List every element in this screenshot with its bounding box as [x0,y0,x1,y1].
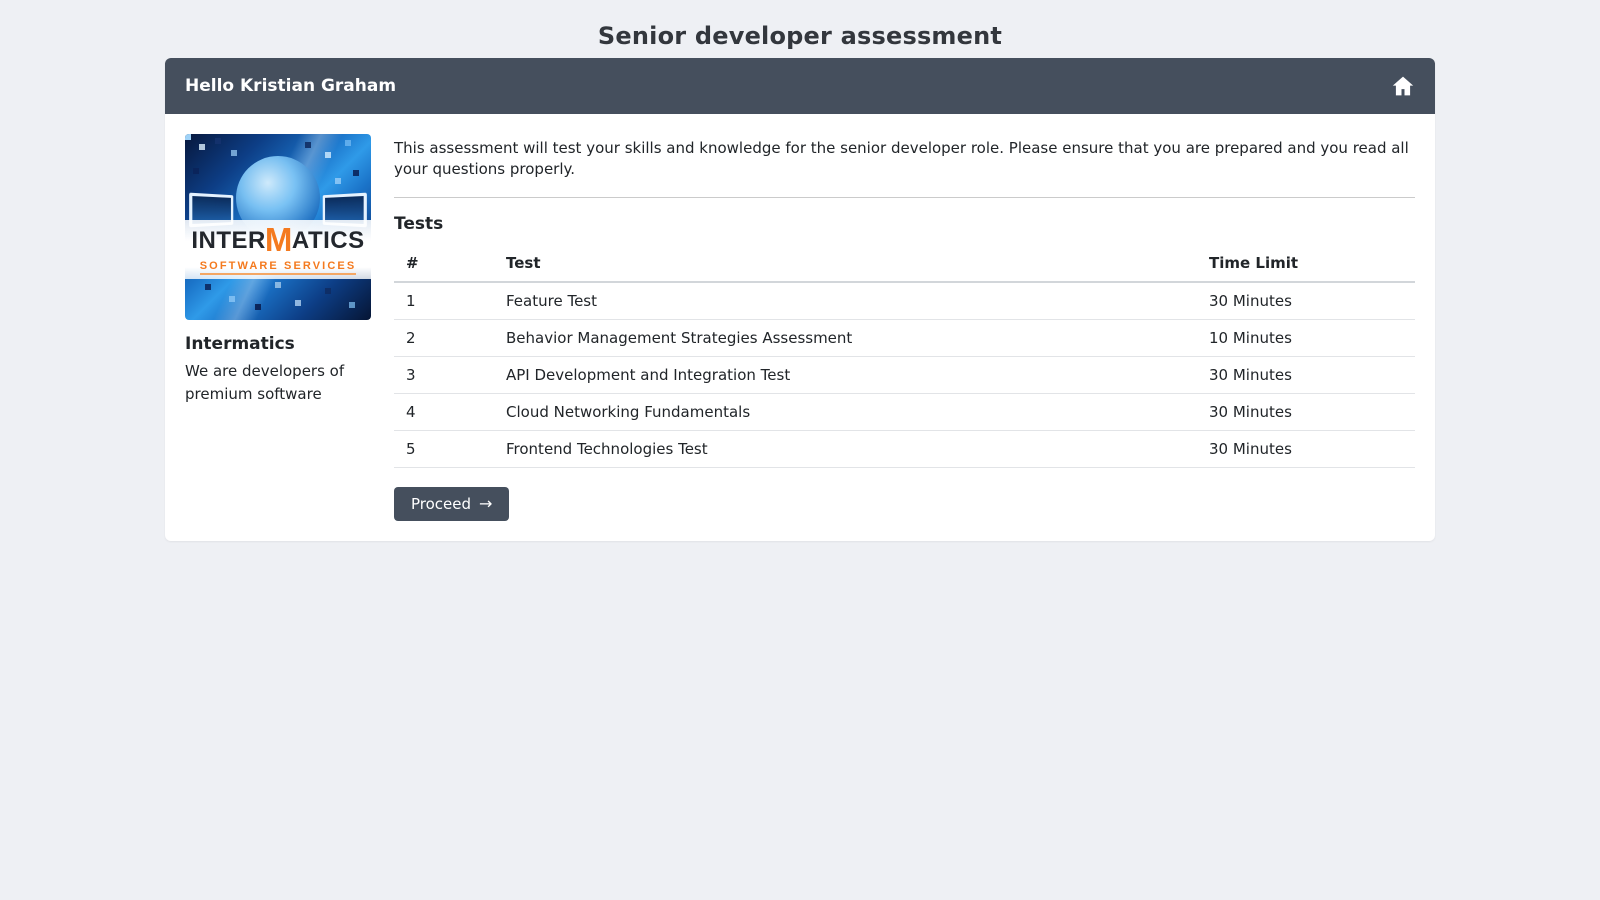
page-title: Senior developer assessment [597,22,1003,50]
tests-heading: Tests [394,214,444,234]
card-header [165,58,1435,114]
section-divider [394,197,1415,198]
tests-table [394,245,1415,468]
logo-m-letter: M [264,221,293,258]
column-header-number: # [394,245,494,282]
company-name: Intermatics [185,334,295,354]
proceed-button-label: Proceed [411,495,472,513]
test-time-limit: 10 Minutes [1197,320,1415,357]
column-header-test: Test [494,245,1197,282]
test-name: Behavior Management Strategies Assessment [494,320,1197,357]
assessment-description: This assessment will test your skills and knowledge for the senior developer role. Please ensure that you are prepared and you read all your questions properly. [394,139,1409,178]
proceed-button[interactable] [394,487,509,521]
table-row [394,282,1415,320]
logo-wordmark: INTERMATICS [191,221,365,258]
company-logo [185,134,371,320]
test-number: 2 [394,320,494,357]
card-body [165,114,1435,541]
table-row [394,431,1415,468]
test-time-limit: 30 Minutes [1197,357,1415,394]
logo-subtitle: SOFTWARE SERVICES [200,261,357,275]
test-name: API Development and Integration Test [494,357,1197,394]
test-number: 3 [394,357,494,394]
test-number: 5 [394,431,494,468]
table-header-row [394,245,1415,282]
company-tagline: We are developers of premium software [185,362,345,403]
table-row [394,394,1415,431]
test-number: 1 [394,282,494,320]
logo-pixel-decoration [185,134,191,140]
assessment-card [165,58,1435,541]
test-name: Frontend Technologies Test [494,431,1197,468]
company-panel [185,134,371,521]
table-row [394,320,1415,357]
table-row [394,357,1415,394]
test-name: Cloud Networking Fundamentals [494,394,1197,431]
home-icon [1391,74,1415,98]
test-time-limit: 30 Minutes [1197,431,1415,468]
test-time-limit: 30 Minutes [1197,394,1415,431]
column-header-time-limit: Time Limit [1197,245,1415,282]
greeting-text: Hello Kristian Graham [185,76,397,96]
test-time-limit: 30 Minutes [1197,282,1415,320]
test-name: Feature Test [494,282,1197,320]
arrow-right-icon: → [479,494,493,513]
home-button[interactable] [1391,74,1415,98]
test-number: 4 [394,394,494,431]
assessment-main [394,134,1415,521]
logo-text-band [185,220,371,279]
